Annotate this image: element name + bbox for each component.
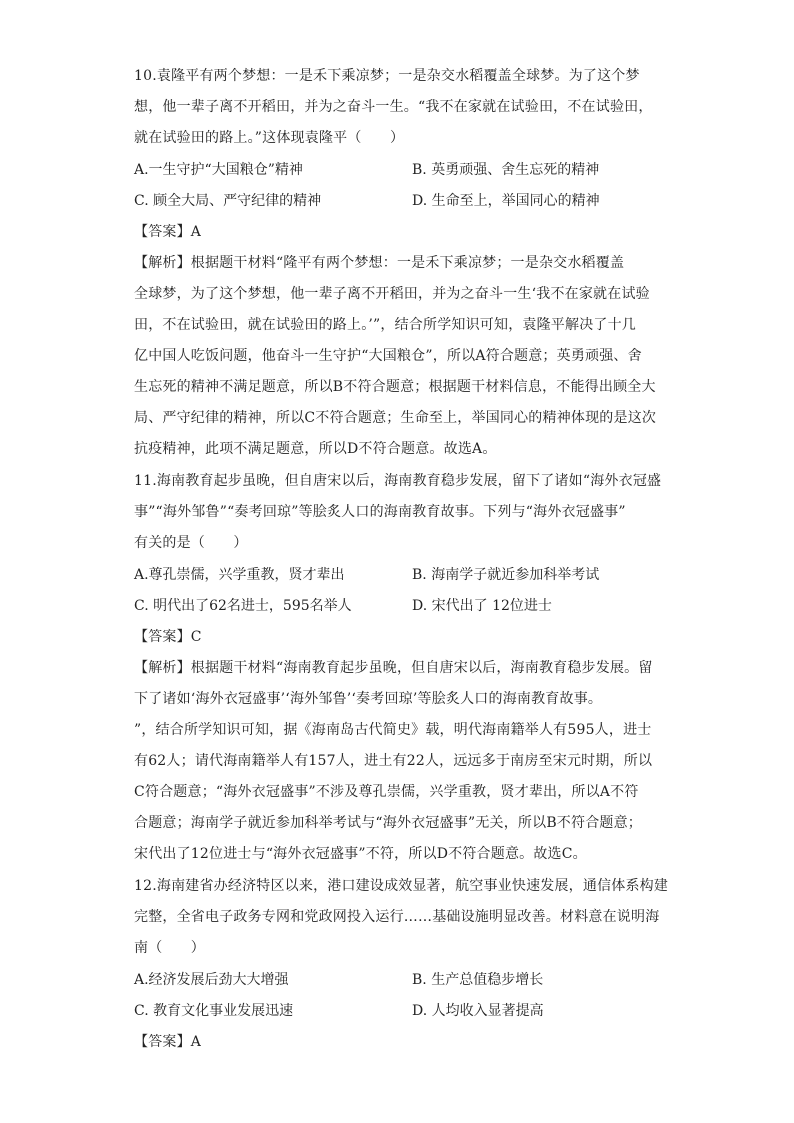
- q10-option-b: B. 英勇顽强、舍生忘死的精神: [412, 162, 600, 178]
- q10-option-a: A.一生守护“大国粮仓”精神: [134, 162, 303, 178]
- q10-stem-line-1: 10.袁隆平有两个梦想：一是禾下乘凉梦；一是杂交水稻覆盖全球梦。为了这个梦: [134, 68, 640, 84]
- q12-stem-line-3: 南（ ）: [134, 940, 205, 956]
- q11-option-d: D. 宋代出了 12位进士: [412, 598, 552, 614]
- q12-stem-line-2: 完整，全省电子政务专网和党政网投入运行……基础设施明显改善。材料意在说明海: [134, 909, 660, 925]
- q12-option-c: C. 教育文化事业发展迅速: [134, 1003, 294, 1019]
- q12-stem-line-1: 12.海南建省办经济特区以来，港口建设成效显著，航空事业快速发展，通信体系构建: [134, 878, 669, 894]
- q11-answer: 【答案】C: [134, 629, 202, 645]
- q10-analysis-line-1: 【解析】根据题干材料“隆平有两个梦想：一是禾下乘凉梦；一是杂交水稻覆盖: [134, 255, 625, 271]
- q10-stem-line-3: 就在试验田的路上。”这体现袁隆平（ ）: [134, 130, 405, 146]
- q10-answer: 【答案】A: [134, 224, 202, 240]
- q11-option-c: C. 明代出了62名进士，595名举人: [134, 598, 352, 614]
- q11-analysis-line-6: 合题意；海南学子就近参加科举考试与“海外衣冠盛事”无关，所以B不符合题意；: [134, 815, 643, 831]
- q10-analysis-line-5: 生忘死的精神不满足题意，所以B不符合题意；根据题干材料信息，不能得出顾全大: [134, 379, 656, 395]
- q10-analysis-line-4: 亿中国人吃饭问题，他奋斗一生守护“大国粮仓”，所以A符合题意；英勇顽强、舍: [134, 348, 642, 364]
- q10-option-d: D. 生命至上，举国同心的精神: [412, 193, 600, 209]
- q11-analysis-line-5: C符合题意；“海外衣冠盛事”不涉及尊孔崇儒，兴学重教，贤才辈出，所以A不符: [134, 784, 639, 800]
- q10-stem-line-2: 想，他一辈子离不开稻田，并为之奋斗一生。“我不在家就在试验田，不在试验田，: [134, 99, 653, 115]
- q10-analysis-line-7: 抗疫精神，此项不满足题意，所以D不符合题意。故选A。: [134, 441, 497, 457]
- q11-stem-line-3: 有关的是（ ）: [134, 535, 248, 551]
- q11-analysis-line-1: 【解析】根据题干材料“海南教育起步虽晚，但自唐宋以后，海南教育稳步发展。留: [134, 660, 653, 676]
- q11-option-a: A.尊孔崇儒，兴学重教，贤才辈出: [134, 567, 345, 583]
- q12-answer: 【答案】A: [134, 1034, 202, 1050]
- q10-analysis-line-3: 田，不在试验田，就在试验田的路上。’”，结合所学知识可知，袁隆平解决了十几: [134, 317, 637, 333]
- q11-stem-line-1: 11.海南教育起步虽晚，但自唐宋以后，海南教育稳步发展，留下了诸如“海外衣冠盛: [134, 473, 662, 489]
- q11-analysis-line-4: 有62人；请代海南籍举人有157人，进土有22人，远远多于南房至宋元时期，所以: [134, 753, 653, 769]
- q10-option-c: C. 顾全大局、严守纪律的精神: [134, 193, 322, 209]
- q11-option-b: B. 海南学子就近参加科举考试: [412, 567, 600, 583]
- q11-analysis-line-7: 宋代出了12位进士与“海外衣冠盛事”不符，所以D不符合题意。故选C。: [134, 846, 587, 862]
- q10-analysis-line-2: 全球梦，为了这个梦想，他一辈子离不开稻田，并为之奋斗一生‘我不在家就在试验: [134, 286, 650, 302]
- q12-option-d: D. 人均收入显著提高: [412, 1003, 544, 1019]
- q12-option-b: B. 生产总值稳步增长: [412, 972, 544, 988]
- q10-analysis-line-6: 局、严守纪律的精神，所以C不符合题意；生命至上，举国同心的精神体现的是这次: [134, 410, 657, 426]
- q11-stem-line-2: 事”“海外邹鲁”“奏考回琼”等脍炙人口的海南教育故事。下列与“海外衣冠盛事”: [134, 504, 626, 520]
- q12-option-a: A.经济发展后劲大大增强: [134, 972, 289, 988]
- q11-analysis-line-3: ”，结合所学知识可知，据《海南岛古代简史》载，明代海南籍举人有595人，进士: [134, 722, 652, 738]
- q11-analysis-line-2: 下了诸如‘海外衣冠盛事’‘海外邹鲁’‘奏考回琼’等脍炙人口的海南教育故事。: [134, 691, 603, 707]
